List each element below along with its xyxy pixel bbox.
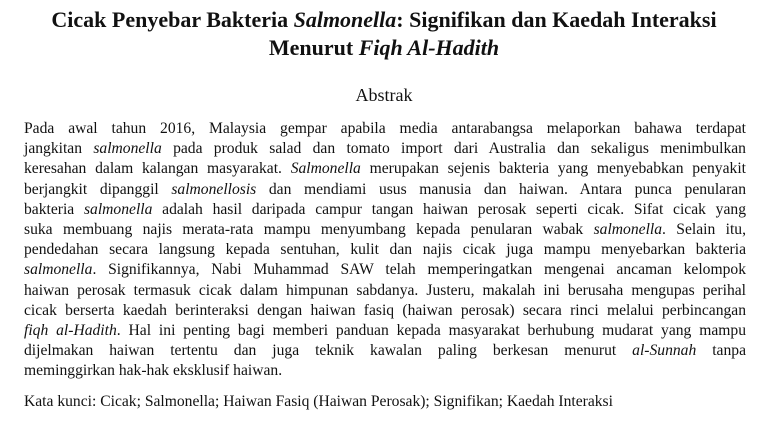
title-line-1-italic: Salmonella	[293, 7, 397, 32]
paper-title-line-1	[0, 6, 768, 34]
abstract-line	[24, 281, 746, 301]
abstract-text: pada produk salad dan tomato import dari Australia dan sekaligus menimbulkan	[161, 140, 746, 158]
abstract-text: merupakan sejenis bakteria yang menyebabkan penyakit	[360, 160, 746, 178]
abstract-line	[24, 159, 746, 179]
abstract-line	[24, 119, 746, 139]
abstract-text: pendedahan secara langsung kepada sentuhan, kulit dan najis cicak juga mampu menyebarkan bakteria	[24, 241, 746, 259]
title-line-2-italic: Fiqh Al-Hadith	[358, 35, 500, 60]
abstract-line	[24, 180, 746, 200]
abstract-text: meminggirkan hak-hak eksklusif haiwan.	[24, 362, 283, 380]
abstract-line	[24, 139, 746, 159]
abstract-line	[24, 301, 746, 321]
abstract-line	[24, 220, 746, 240]
abstract-italic-term: fiqh al-Hadith	[24, 321, 117, 339]
abstract-heading: Abstrak	[355, 85, 413, 105]
abstract-line	[24, 260, 746, 280]
abstract-italic-term: salmonella	[93, 140, 162, 158]
abstract-italic-term: salmonellosis	[171, 180, 257, 198]
abstract-text: cicak berserta kaedah berinteraksi dengan haiwan fasiq (haiwan perosak) secara rinci melalui perbincangan	[24, 301, 746, 319]
abstract-body	[24, 119, 746, 381]
abstract-italic-term: salmonella	[24, 261, 93, 279]
abstract-line	[24, 200, 746, 220]
abstract-text: . Signifikannya, Nabi Muhammad SAW telah memperingatkan mengenai ancaman kelompok	[92, 261, 746, 279]
abstract-text: haiwan perosak termasuk cicak dalam himpunan sabdanya. Justeru, makalah ini berusaha mengupas perihal	[24, 281, 746, 299]
abstract-line	[24, 361, 746, 381]
title-line-1-after: : Signifikan dan Kaedah Interaksi	[396, 7, 717, 32]
keywords-line: Kata kunci: Cicak; Salmonella; Haiwan Fasiq (Haiwan Perosak); Signifikan; Kaedah Interaksi	[24, 393, 613, 410]
abstract-text: berjangkit dipanggil	[24, 180, 172, 198]
abstract-text: dan mendiami usus manusia dan haiwan. Antara punca penularan	[256, 180, 746, 198]
abstract-text: adalah hasil daripada campur tangan haiwan perosak seperti cicak. Sifat cicak yang	[152, 200, 746, 218]
abstract-italic-term: al-Sunnah	[632, 342, 697, 360]
abstract-text: jangkitan	[24, 140, 94, 158]
abstract-line	[24, 240, 746, 260]
abstract-text: . Selain itu,	[662, 220, 746, 238]
paper-title-line-2	[0, 34, 768, 62]
abstract-text: Pada awal tahun 2016, Malaysia gempar apabila media antarabangsa melaporkan bahawa terdapat	[24, 120, 746, 137]
abstract-line	[24, 321, 746, 341]
abstract-text: tanpa	[696, 342, 746, 360]
title-line-2-before: Menurut	[268, 35, 359, 60]
title-line-1-before: Cicak Penyebar Bakteria	[51, 7, 294, 32]
abstract-line	[24, 341, 746, 361]
abstract-italic-term: Salmonella	[290, 160, 361, 178]
abstract-text: dijelmakan haiwan tertentu dan juga teknik kawalan paling berkesan menurut	[24, 342, 633, 360]
abstract-text: . Hal ini penting bagi memberi panduan kepada masyarakat berhubung mudarat yang mampu	[116, 321, 747, 339]
abstract-text: suka membuang najis merata-rata mampu menyumbang kepada penularan wabak	[24, 220, 594, 238]
abstract-text: keresahan dalam kalangan masyarakat.	[24, 160, 291, 178]
abstract-text: bakteria	[24, 200, 84, 218]
abstract-italic-term: salmonella	[83, 200, 153, 218]
abstract-italic-term: salmonella	[593, 220, 663, 238]
